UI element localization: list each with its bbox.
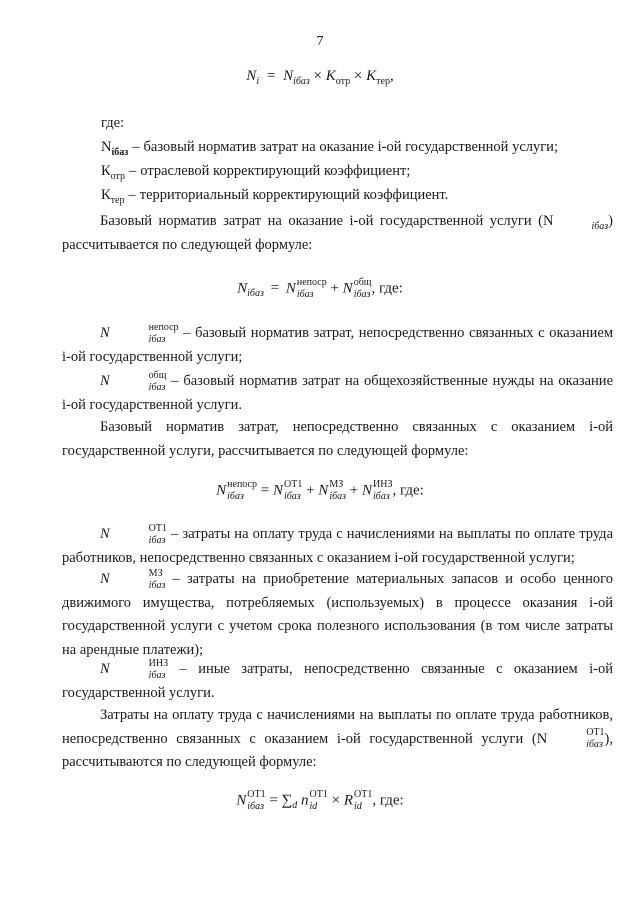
paragraph-labor-costs: Затраты на оплату труда с начислениями на выплаты по оплате труда работников, непосредственно связанных с оказанием i-ой государственной услуги (N ОТ1 iбаз ), рассчитываются по следующей формуле:: [62, 707, 613, 770]
paragraph-base-normative: Базовый норматив затрат на оказание i-ой государственной услуги (N iбаз) рассчитывается по следующей формуле:: [62, 213, 613, 253]
definition-n-mz: N МЗ iбаз – затраты на приобретение материальных запасов и особо ценного движимого имущества, потребляемых (используемых) в процессе оказания i-ой государственной услуги с учетом срока полезного использования (в том числе затраты на арендные платежи);: [62, 567, 613, 658]
definition-k-ter: Ктер – территориальный корректирующий коэффициент.: [101, 187, 449, 206]
definition-n-base: Niбаз – базовый норматив затрат на оказание i-ой государственной услуги;: [101, 139, 558, 158]
formula-total-normative: Ni = Niбаз × Kотр × Kтер,: [246, 68, 394, 87]
definition-n-neposr: N непоср iбаз – базовый норматив затрат, непосредственно связанных с оказанием i-ой государственной услуги;: [62, 321, 614, 365]
where-label: где:: [101, 115, 125, 131]
formula-direct-costs: N непоср iбаз = N ОТ1 iбаз + N МЗ iбаз + N ИНЗ iбаз , где:: [216, 479, 424, 502]
definition-n-ot1: N ОТ1 iбаз – затраты на оплату труда с начислениями на выплаты по оплате труда работников, непосредственно связанных с оказанием i-ой государственной услуги;: [62, 522, 613, 566]
paragraph-direct-costs: Базовый норматив затрат, непосредственно связанных с оказанием i-ой государственной услуги, рассчитывается по следующей формуле:: [62, 419, 613, 459]
definition-n-obsh: N общ iбаз – базовый норматив затрат на общехозяйственные нужды на оказание i-ой государственной услуги.: [62, 369, 613, 413]
definition-n-inz: N ИНЗ iбаз – иные затраты, непосредственно связанные с оказанием i-ой государственной услуги.: [62, 657, 614, 701]
formula-base-normative: Niбаз = N непоср iбаз + N общ iбаз , где:: [237, 277, 403, 300]
page-number: 7: [316, 34, 324, 49]
definition-k-otr: Котр – отраслевой корректирующий коэффициент;: [101, 163, 411, 182]
formula-labor-costs: N ОТ1 iбаз = ∑d n ОТ1 id × R ОТ1 id , где:: [236, 789, 404, 812]
